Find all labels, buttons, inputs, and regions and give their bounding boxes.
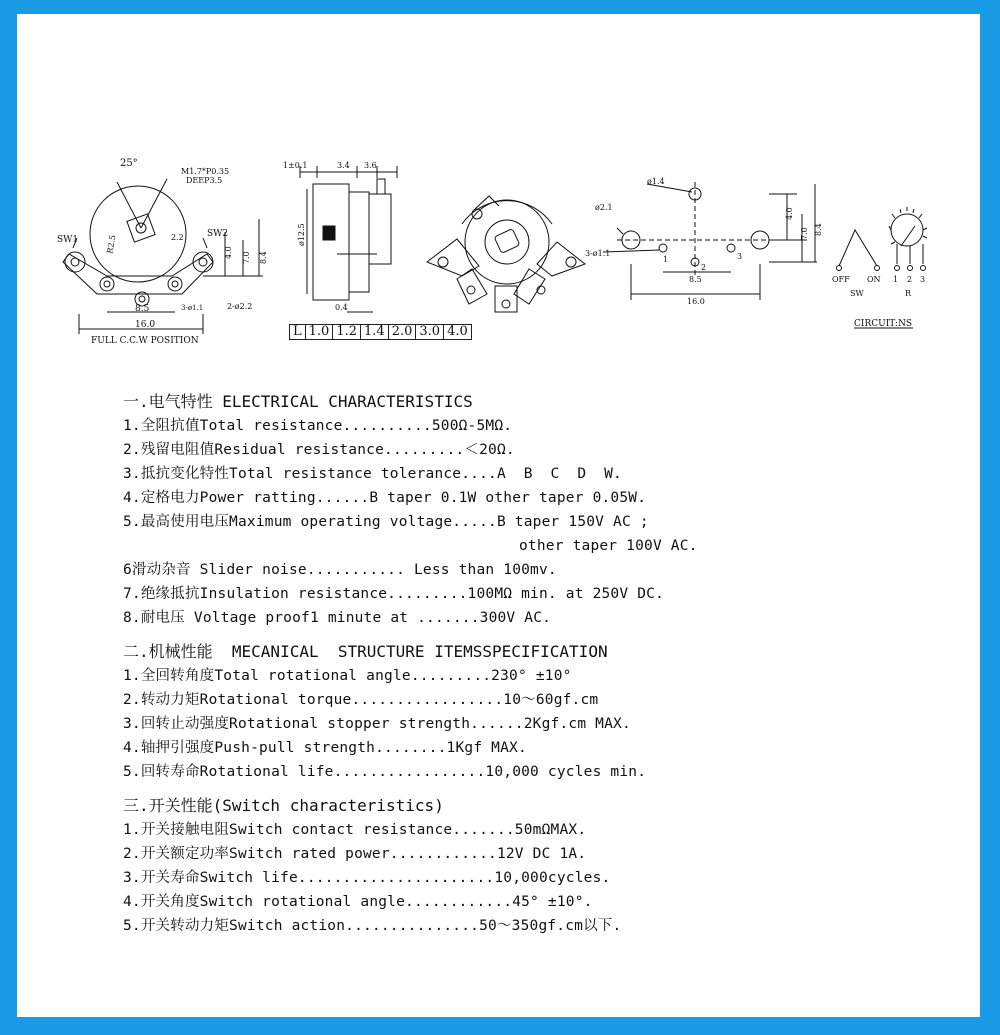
spec-line: 3.抵抗变化特性Total resistance tolerance....A B C D W. <box>123 466 622 482</box>
spec-line: 1.全回转角度Total rotational angle.........230° ±10° <box>123 668 572 684</box>
length-cell: 2.0 <box>388 325 416 340</box>
holes-label: 3-ø1.1 <box>585 249 611 258</box>
length-table <box>289 324 472 340</box>
r-label: R <box>905 289 912 298</box>
node-3-label: 3 <box>920 275 926 284</box>
depth-label: DEEP3.5 <box>186 176 223 185</box>
front-caption: FULL C.C.W POSITION <box>91 336 199 346</box>
dim-1-label: 1±0.1 <box>283 161 308 170</box>
spec-line: 1.全阻抗值Total resistance..........500Ω-5MΩ. <box>123 418 513 434</box>
length-cell: 4.0 <box>444 325 472 340</box>
technical-drawings <box>17 14 980 374</box>
pin-3-label: 3 <box>737 252 743 261</box>
thread-label: M1.7*P0.35 <box>181 167 230 176</box>
spec-line: 8.耐电压 Voltage proof1 minute at .......300V AC. <box>123 610 552 626</box>
dim-34-label: 3.4 <box>337 161 350 170</box>
pcb-dim-85-label: 8.5 <box>689 275 702 284</box>
sw-label: SW <box>850 289 864 298</box>
length-cell: 1.2 <box>333 325 361 340</box>
sw1-label: SW1 <box>57 235 79 245</box>
dim-40-label: 4.0 <box>224 246 233 259</box>
side-view-drawing <box>300 166 397 312</box>
spec-line: 6滑动杂音 Slider noise........... Less than 100mv. <box>123 562 557 578</box>
pin-1-label: 1 <box>663 255 669 264</box>
dim-160-label: 16.0 <box>135 320 156 330</box>
length-cell: 3.0 <box>416 325 444 340</box>
switch-section-title: 三.开关性能(Switch characteristics) <box>123 796 444 815</box>
spec-line: 7.绝缘抵抗Insulation resistance.........100MΩ min. at 250V DC. <box>123 586 665 602</box>
spec-line: 4.定格电力Power ratting......B taper 0.1W other taper 0.05W. <box>123 490 647 506</box>
pcb-dim-40-label: 4.0 <box>785 207 794 220</box>
spec-line: 4.轴押引强度Push-pull strength........1Kgf MAX. <box>123 740 527 756</box>
specifications <box>123 390 943 938</box>
spec-line: 2.开关额定功率Switch rated power............12V DC 1A. <box>123 846 587 862</box>
spec-line: 5.回转寿命Rotational life.................10,000 cycles min. <box>123 764 647 780</box>
mechanical-section-title: 二.机械性能 MECANICAL STRUCTURE ITEMSSPECIFICATION <box>123 642 608 661</box>
length-cell: 1.4 <box>361 325 389 340</box>
spec-line: 5.最高使用电压Maximum operating voltage.....B taper 150V AC ; <box>123 514 649 530</box>
dim-70-label: 7.0 <box>242 251 251 264</box>
pcb-layout-drawing <box>603 182 817 300</box>
length-cell: 1.0 <box>305 325 333 340</box>
length-header: L <box>290 325 306 340</box>
dim-36-label: 3.6 <box>364 161 377 170</box>
on-label: ON <box>867 275 881 284</box>
spec-line: 3.回转止动强度Rotational stopper strength......2Kgf.cm MAX. <box>123 716 631 732</box>
r25-label: R2.5 <box>105 234 118 255</box>
spec-line: 2.转动力矩Rotational torque.................10～60gf.cm <box>123 692 599 708</box>
off-label: OFF <box>832 275 850 284</box>
pcb-dim-84-label: 8.4 <box>814 223 823 236</box>
dia-21-label: ø2.1 <box>595 203 613 212</box>
angle-label: 25° <box>120 158 138 169</box>
sw2-label: SW2 <box>207 229 229 239</box>
node-2-label: 2 <box>907 275 913 284</box>
spec-line-continuation: other taper 100V AC. <box>519 538 698 554</box>
holes-a-label: 3-ø1.1 <box>181 304 204 312</box>
dim-04-label: 0.4 <box>335 303 348 312</box>
spec-sheet <box>17 14 980 1017</box>
circuit-diagram <box>837 207 928 328</box>
spec-line: 2.残留电阻值Residual resistance.........＜20Ω. <box>123 442 515 458</box>
holes-b-label: 2-ø2.2 <box>227 302 253 311</box>
node-1-label: 1 <box>893 275 899 284</box>
dim-dia-label: ø12.5 <box>297 223 306 246</box>
dia-14-label: ø1.4 <box>647 177 665 186</box>
dim-84-label: 8.4 <box>259 251 268 264</box>
circuit-caption: CIRCUIT:NS <box>854 319 912 329</box>
dim-22-label: 2.2 <box>171 233 184 242</box>
electrical-section-title: 一.电气特性 ELECTRICAL CHARACTERISTICS <box>123 392 473 411</box>
pcb-dim-160-label: 16.0 <box>687 297 705 306</box>
spec-line: 3.开关寿命Switch life......................10,000cycles. <box>123 870 611 886</box>
spec-line: 4.开关角度Switch rotational angle............45° ±10°. <box>123 894 593 910</box>
spec-line: 1.开关接触电阻Switch contact resistance.......50mΩMAX. <box>123 822 587 838</box>
pcb-dim-70-label: 7.0 <box>800 227 809 240</box>
spec-line: 5.开关转动力矩Switch action...............50～350gf.cm以下. <box>123 918 622 934</box>
terminal-view-drawing <box>427 196 585 312</box>
dim-85-label: 8.5 <box>135 304 150 314</box>
pin-2-label: 2 <box>701 263 707 272</box>
